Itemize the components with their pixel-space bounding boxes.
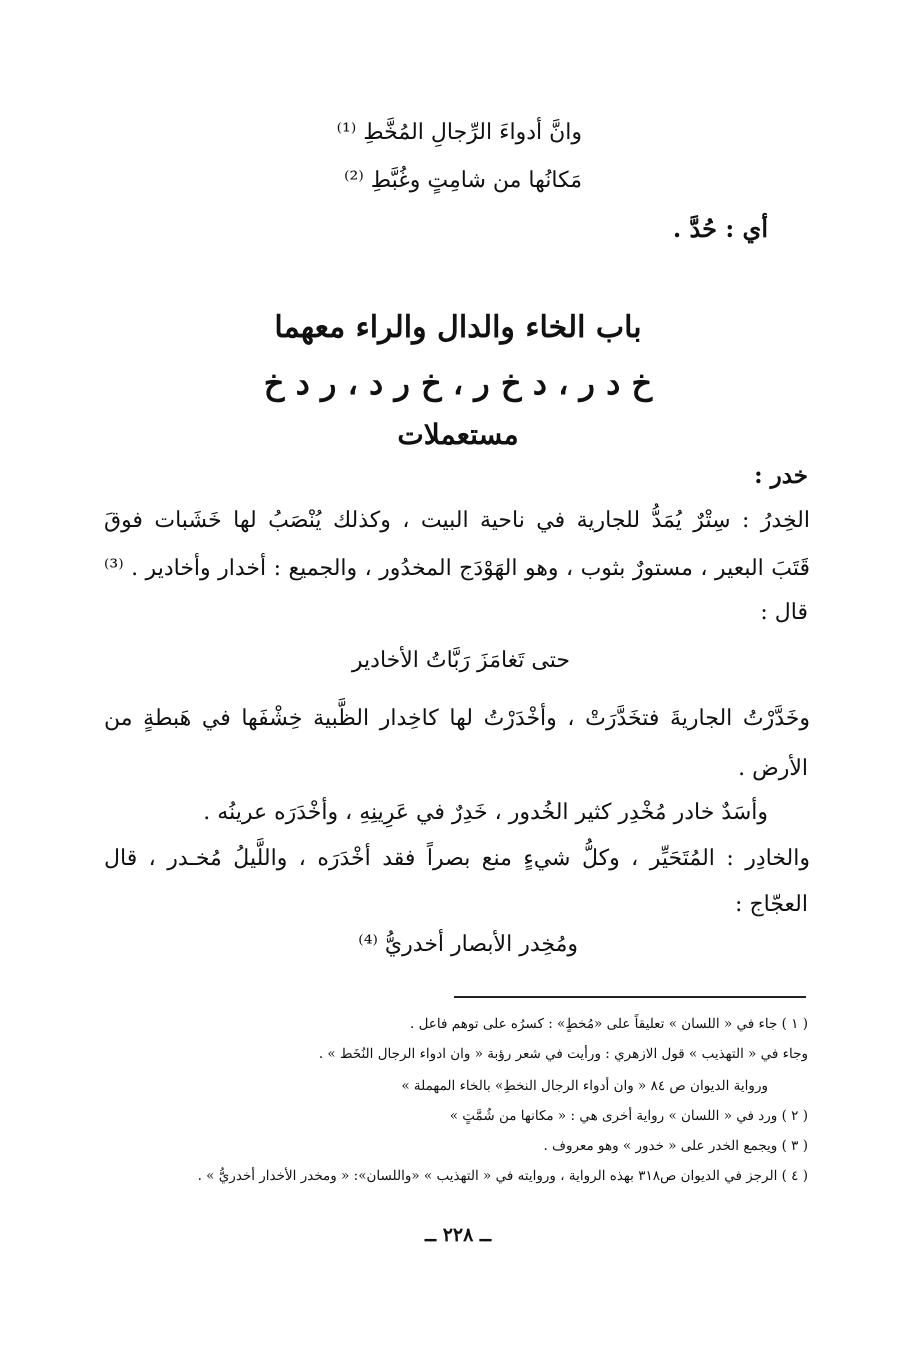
section-heading-subtitle: مستعملات	[397, 418, 519, 451]
verse-bottom: ومُخِدر الأبصار أخدريُّ ⁽⁴⁾	[358, 932, 578, 957]
footnote-separator	[454, 996, 806, 998]
paragraph-2-line-2: الأرض .	[738, 756, 808, 781]
paragraph-3: وأسَدٌ خادر مُخْدِر كثير الخُدور ، خَدِرٌ في عَرِينِهِ ، وأخْدَرَه عرينُه .	[203, 800, 768, 825]
verse-top-line-2: مَكانُها من شامِتٍ وغُبَّطِ ⁽²⁾	[344, 168, 582, 193]
gloss-line: أي : حُدَّ .	[672, 214, 768, 243]
paragraph-4-line-2: العجّاج :	[735, 892, 808, 917]
footnote-1-diwan: ورواية الديوان ص ٨٤ « وان أدواء الرجال النخطِ» بالخاء المهملة »	[401, 1078, 768, 1094]
footnote-1-continued: وجاء في « التهذيب » قول الازهري : ورأيت في شعر رؤبة « وان ادواء الرجال النُخَط » .	[318, 1046, 808, 1062]
footnote-4: ( ٤ ) الرجز في الديوان ص٣١٨ بهذه الرواية ، وروايته في « التهذيب » «واللسان»: « ومخدر الأخدار أخدريُّ » .	[197, 1168, 808, 1184]
footnote-3: ( ٣ ) ويجمع الخدر على « خدور » وهو معروف .	[543, 1138, 808, 1154]
paragraph-4-line-1: والخادِر : المُتَحَيِّر ، وكلُّ شيءٍ منع بصراً فقد أخْدَرَه ، واللَّيلُ مُخـدر ، قال	[104, 846, 810, 871]
entry-word: خدر :	[754, 462, 808, 489]
verse-top-line-1: وانَّ أدواءَ الرِّجالِ المُخَّطِ ⁽¹⁾	[336, 120, 582, 145]
verse-hemistich: حتى تَغامَزَ رَبَّاتُ الأخادير	[351, 648, 570, 673]
footnote-1: ( ١ ) جاء في « اللسان » تعليقاً على «مُخطٍ» : كسرُه على توهم فاعل .	[410, 1016, 808, 1032]
section-heading-title: باب الخاء والدال والراء معهما	[274, 310, 642, 345]
paragraph-1-line-2: قَتَبَ البعير ، مستورٌ بثوب ، وهو الهَوْدَج المخدُور ، والجميع : أخدار وأخادير . ⁽³⁾	[104, 556, 810, 581]
section-heading-roots: خ د ر ، د خ ر ، خ ر د ، ر د خ	[263, 364, 653, 402]
page-number: ــ ٢٢٨ ــ	[424, 1224, 492, 1246]
paragraph-2-line-1: وخَدَّرْتُ الجاريةَ فتخَدَّرَتْ ، وأخْدَرْتُ لها كاخِدار الظَّبية خِشْفَها في هَبطةٍ من	[104, 706, 810, 731]
footnote-2: ( ٢ ) ورد في « اللسان » رواية أخرى هي : « مكانها من شُمَّتٍ »	[449, 1108, 808, 1124]
qala-label: قال :	[760, 600, 808, 625]
paragraph-1-line-1: الخِدرُ : سِتْرٌ يُمَدُّ للجارية في ناحية البيت ، وكذلك يُنْصَبُ لها خَشَبات فوقَ	[104, 508, 810, 533]
